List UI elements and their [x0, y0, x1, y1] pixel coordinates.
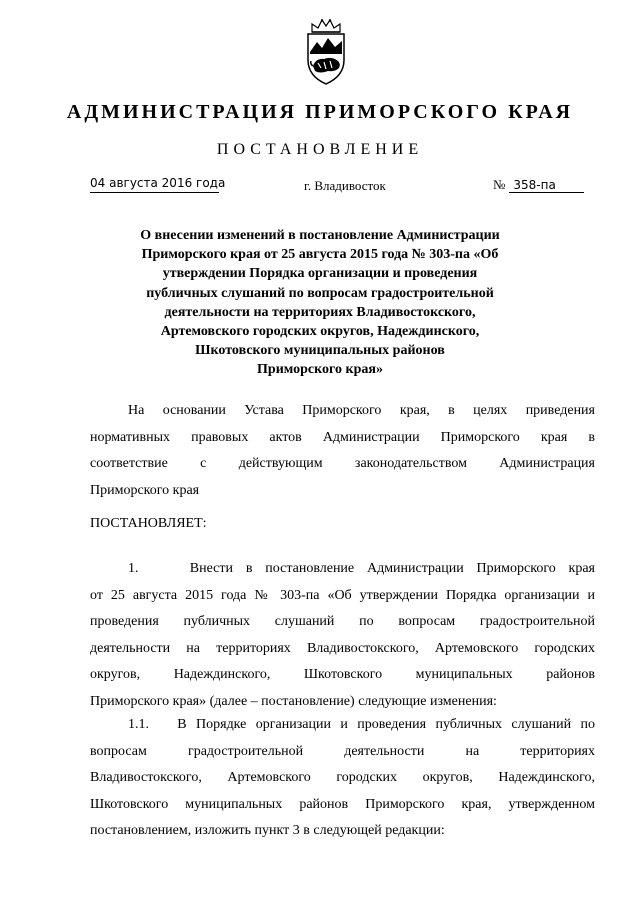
text-line: 1.1. В Порядке организации и проведения публичных слушаний по	[128, 717, 595, 732]
text-line: Приморского края» (далее – постановление) следующие изменения:	[90, 693, 497, 709]
heading-line: публичных слушаний по вопросам градостроительной	[146, 285, 494, 301]
text-line: На основании Устава Приморского края, в целях приведения	[128, 403, 595, 418]
text-line: проведения публичных слушаний по вопросам градостроительной	[90, 614, 595, 629]
text-line: от 25 августа 2015 года № 303-па «Об утверждении Порядка организации и	[90, 587, 595, 603]
document-date: 04 августа 2016 года	[90, 175, 219, 193]
text-line: Приморского края	[90, 482, 200, 498]
text-line: 1. Внести в постановление Администрации Приморского края	[128, 561, 595, 576]
preamble-paragraph	[90, 398, 595, 504]
heading-line: Артемовского городских округов, Надеждинского,	[160, 324, 480, 340]
text-line: округов, Надеждинского, Шкотовского муниципальных районов	[90, 667, 595, 682]
decree-word: ПОСТАНОВЛЯЕТ:	[90, 516, 207, 531]
heading-line: деятельности на территориях Владивостокского,	[164, 304, 476, 320]
text-line: нормативных правовых актов Администрации Приморского края в	[90, 429, 595, 445]
document-heading	[120, 226, 520, 380]
text-line: деятельности на территориях Владивостокского, Артемовского городских	[90, 640, 595, 656]
heading-line: Приморского края от 25 августа 2015 года № 303-па «Об	[141, 247, 499, 263]
item-1-paragraph	[90, 556, 595, 715]
coat-of-arms-icon	[302, 18, 350, 88]
heading-line: Шкотовского муниципальных районов	[195, 343, 445, 359]
heading-line: Приморского края»	[257, 362, 383, 378]
item-1-1-paragraph	[90, 712, 595, 845]
text-line: Шкотовского муниципальных районов Приморского края, утвержденном	[90, 796, 595, 812]
organization-title: АДМИНИСТРАЦИЯ ПРИМОРСКОГО КРАЯ	[66, 101, 574, 123]
text-line: Владивостокского, Артемовского городских округов, Надеждинского,	[90, 770, 595, 785]
number-label: №	[493, 177, 506, 192]
document-number: 358-па	[509, 178, 584, 193]
document-number-field	[493, 177, 584, 193]
document-type: ПОСТАНОВЛЕНИЕ	[216, 141, 424, 158]
heading-line: утверждении Порядка организации и проведения	[162, 266, 478, 282]
text-line: вопросам градостроительной деятельности на территориях	[90, 743, 595, 759]
document-city: г. Владивосток	[304, 178, 386, 193]
text-line: соответствие с действующим законодательством Администрация	[90, 456, 595, 471]
text-line: постановлением, изложить пункт 3 в следующей редакции:	[90, 823, 445, 838]
heading-line: О внесении изменений в постановление Администрации	[140, 228, 500, 243]
